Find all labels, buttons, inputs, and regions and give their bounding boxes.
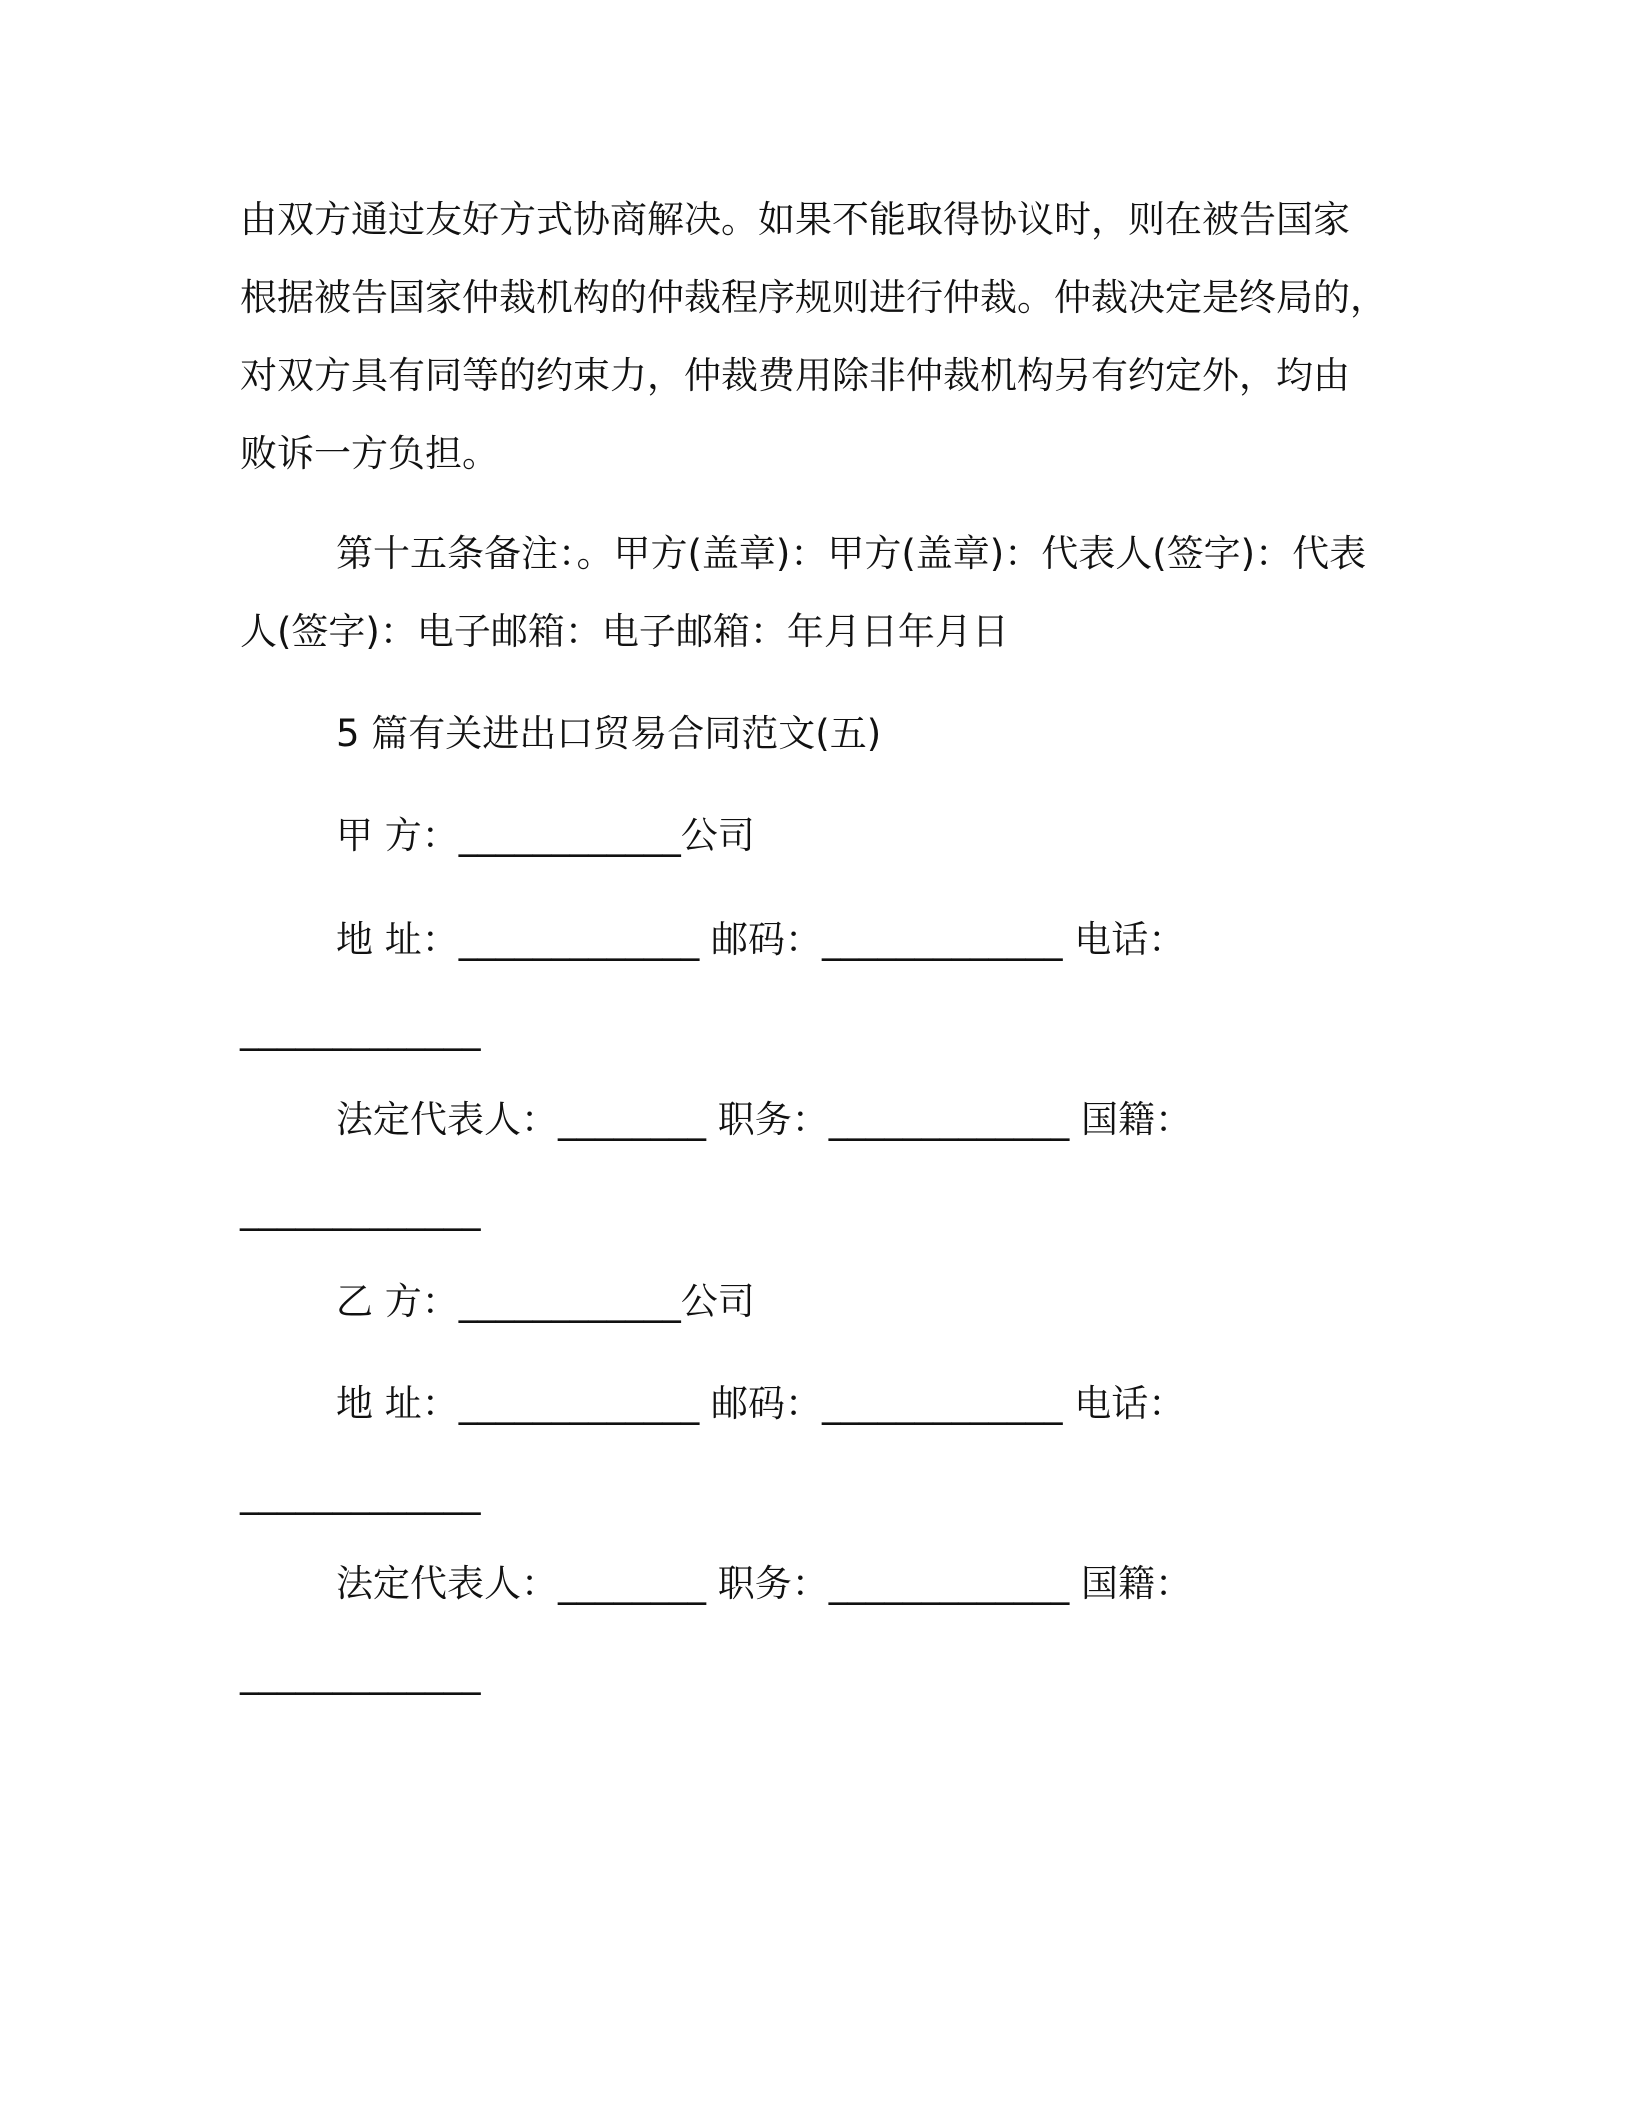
- party-a-nationality-blank: _____________: [240, 1188, 481, 1231]
- party-a-address-line: 地 址：_____________ 邮码：_____________ 电话：: [336, 918, 1186, 961]
- party-b-representative-line: 法定代表人：________ 职务：_____________ 国籍：: [336, 1562, 1193, 1605]
- article-fifteen-line: 人(签字)：电子邮箱：电子邮箱：年月日年月日: [240, 610, 1009, 653]
- party-a-phone-blank: _____________: [240, 1008, 481, 1051]
- party-a-representative-line: 法定代表人：________ 职务：_____________ 国籍：: [336, 1098, 1193, 1141]
- paragraph-line: 由双方通过友好方式协商解决。如果不能取得协议时，则在被告国家: [240, 198, 1350, 241]
- paragraph-line: 败诉一方负担。: [240, 432, 499, 475]
- party-b-phone-blank: _____________: [240, 1472, 481, 1515]
- article-fifteen-line: 第十五条备注：。甲方(盖章)：甲方(盖章)：代表人(签字)：代表: [336, 532, 1367, 575]
- contract-title: 5 篇有关进出口贸易合同范文(五): [336, 712, 882, 755]
- party-b-company-line: 乙 方：____________公司: [336, 1280, 755, 1323]
- paragraph-line: 根据被告国家仲裁机构的仲裁程序规则进行仲裁。仲裁决定是终局的，: [240, 276, 1387, 319]
- paragraph-line: 对双方具有同等的约束力，仲裁费用除非仲裁机构另有约定外，均由: [240, 354, 1350, 397]
- party-a-company-line: 甲 方：____________公司: [336, 814, 755, 857]
- party-b-nationality-blank: _____________: [240, 1652, 481, 1695]
- party-b-address-line: 地 址：_____________ 邮码：_____________ 电话：: [336, 1382, 1186, 1425]
